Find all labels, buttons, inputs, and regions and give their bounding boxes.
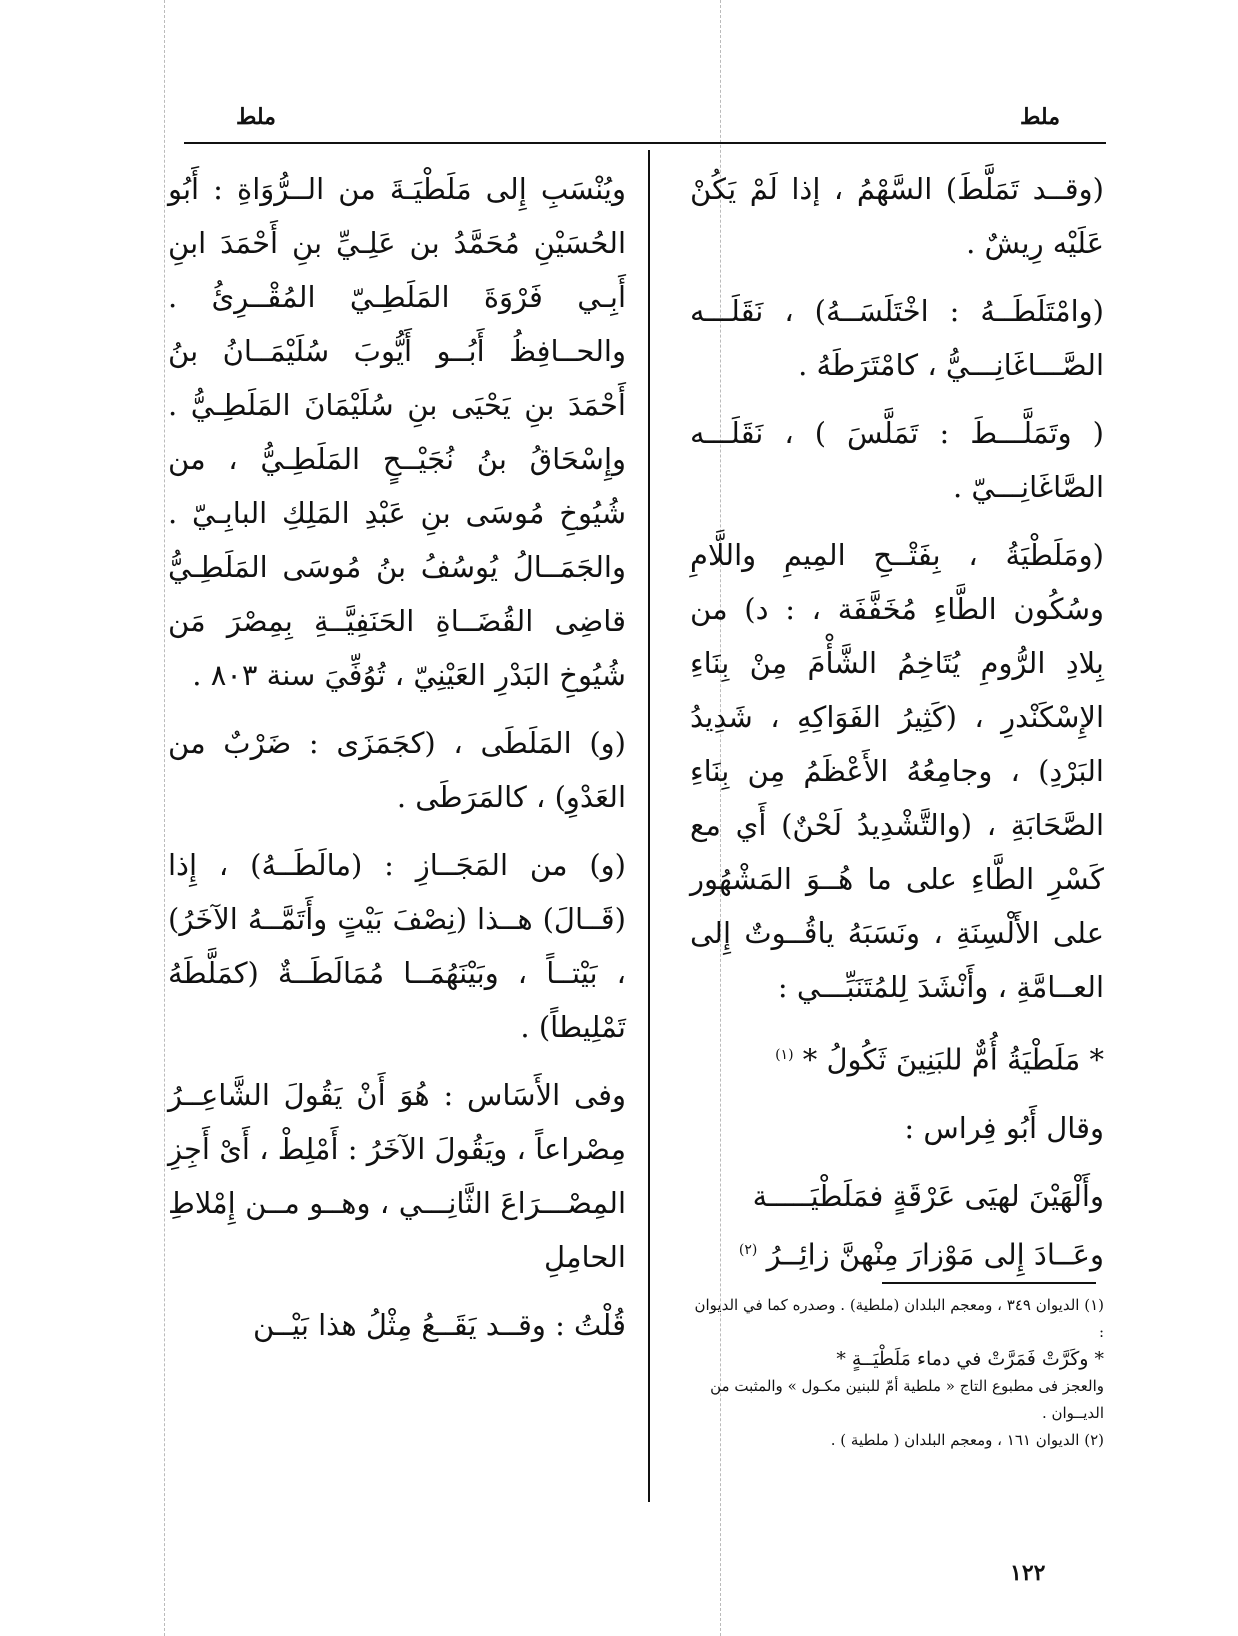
header-rule [184, 142, 1106, 144]
paragraph: ويُنْسَبِ إِلى مَلَطْيَـةَ من الــرُّوَاةِ : أَبُو الحُسَيْنِ مُحَمَّدُ بن عَلِـيِّ بنِ أَحْمَدَ ابنِ أَبِـي فَرْوَةَ المَلَطِـيّ المُقْــرِئُ . والحــافِظُ أَبُــو أَيُّوبَ سُلَيْمَــانُ بنُ أَحْمَدَ بنِ يَحْيَى بنِ سُلَيْمَانَ المَلَطِـيُّ . وإِسْحَاقُ بنُ نُجَيْــحٍ المَلَطِـيُّ ، من شُيُوخِ مُوسَى بنِ عَبْدِ المَلِكِ البابِـيّ . والجَمَــالُ يُوسُفُ بنُ مُوسَى المَلَطِـيُّ قاضِى القُضَــاةِ الحَنَفِيَّــةِ بِمِصْرَ مَن شُيُوخِ البَدْرِ العَيْنِيّ ، تُوُفِّيَ سنة ٨٠٣ . [168, 172, 626, 692]
footnote-marker: (١) [775, 1047, 794, 1063]
verse-text: * مَلَطْيَةُ أُمٌّ للبَنِينَ ثَكُولُ * [802, 1042, 1104, 1077]
paragraph: (و) من المَجَــازِ : (مالَطَــهُ) ، إِذا (قَــالَ) هــذا (نِصْفَ بَيْتٍ وأَتَمَّــهُ الآخَرُ) ، بَيْتــاً ، وبَيْنَهُمَــا مُمَالَطَــةٌ (كمَلَّطَهُ تَمْلِيطاً) . [168, 848, 626, 1044]
footnote-1-continued: والعجز فى مطبوع التاج « ملطية أمّ للبنين مكـول » والمثبت من الديــوان . [710, 1377, 1104, 1422]
column-divider [648, 150, 650, 1502]
header-left-title: ملط [236, 104, 276, 130]
paragraph: (و) المَلَطَى ، (كجَمَزَى : ضَرْبٌ من العَدْوِ) ، كالمَرَطَى . [168, 726, 626, 814]
footnotes [690, 1292, 1104, 1454]
right-column [690, 162, 1104, 1295]
footnote-marker: (٢) [738, 1241, 758, 1258]
paragraph: (ومَلَطْيَةُ ، بِفَتْــحِ المِيمِ واللَّامِ وسُكُون الطَّاءِ مُخَفَّفَة ، : د) من بِلادِ الرُّومِ يُتَاخِمُ الشَّأْمَ مِنْ بِنَاءِ الإِسْكَنْدرِ ، (كَثِيرُ الفَوَاكِهِ ، شَدِيدُ البَرْدِ) ، وجامِعُهُ الأَعْظَمُ مِن بِنَاءِ الصَّحَابَةِ ، (والتَّشْدِيدُ لَحْنٌ) أَي مع كَسْرِ الطَّاءِ على ما هُــوَ المَشْهُور على الأَلْسِنَةِ ، ونَسَبَهُ ياقُــوتٌ إِلى العــامَّةِ ، وأَنْشَدَ لِلمُتَنَبِّـــي : [690, 538, 1104, 1004]
left-column [168, 162, 626, 1366]
paragraph: ( وتَمَلَّـــطَ : تَمَلَّسَ ) ، نَقَلَـــه الصَّاغَانِـــيّ . [690, 416, 1104, 504]
page-number: ١٢٢ [1010, 1560, 1046, 1586]
footnote-verse: * وكَرَّتْ فَمَرَّتْ في دماء مَلَطْيَــةٍ * [836, 1348, 1104, 1370]
paragraph: وفى الأَسَاس : هُوَ أَنْ يَقُولَ الشَّاعِــرُ مِصْراعاً ، ويَقُولَ الآخَرُ : أَمْلِطْ ، أَىْ أَجِزِ المِصْـــرَاعَ الثَّانِـــي ، وهــو مــن إِمْلاطِ الحامِلِ [168, 1078, 626, 1274]
paragraph: وقال أَبُو فِراس : [904, 1110, 1104, 1145]
verse-text: وعَــادَ إِلى مَوْزارَ مِنْهنَّ زائِــرُ [766, 1237, 1104, 1272]
scan-guide-line [164, 0, 165, 1636]
paragraph: قُلْتُ : وقــد يَقَــعُ مِثْلُ هذا بَيْــن [253, 1308, 626, 1342]
footnote-separator [882, 1282, 1096, 1284]
paragraph: (وامْتَلَطَــهُ : اخْتَلَسَــهُ) ، نَقَلَـــه الصَّـــاغَانِـــيُّ ، كامْتَرَطَهُ . [690, 294, 1104, 382]
footnote-1: (١) الديوان ٣٤٩ ، ومعجم البلدان (ملطية) . وصدره كما في الديوان : [694, 1296, 1104, 1341]
paragraph: (وقــد تَمَلَّطَ) السَّهْمُ ، إذا لَمْ يَكُنْ عَلَيْه رِيشٌ . [690, 172, 1104, 260]
footnote-2: (٢) الديوان ١٦١ ، ومعجم البلدان ( ملطية ) . [830, 1431, 1104, 1449]
header-right-title: ملط [1020, 104, 1060, 130]
verse-line [690, 1223, 1104, 1282]
verse-line [690, 1028, 1104, 1087]
verse-line: وأَلْهَيْنَ لهيَى عَرْقَةٍ فمَلَطْيَـــــة [752, 1178, 1104, 1213]
